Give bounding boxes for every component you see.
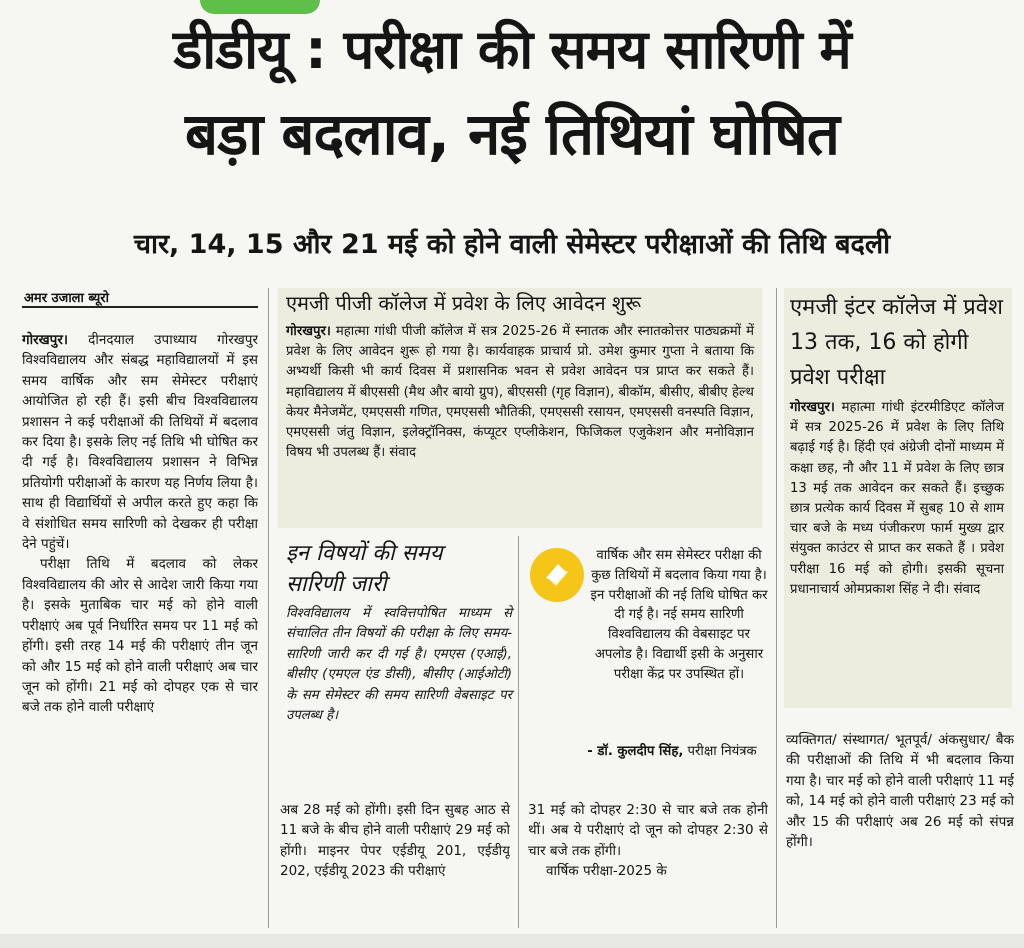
column-divider-2: [518, 536, 519, 928]
amar-ujala-logo-icon: [530, 548, 584, 602]
mgpg-dateline: गोरखपुर।: [286, 324, 331, 339]
column-3-continuation: [528, 800, 768, 928]
mgi-title: एमजी इंटर कॉलेज में प्रवेश 13 तक, 16 को होगी प्रवेश परीक्षा: [790, 295, 1003, 390]
column-2-continuation: अब 28 मई को होंगी। इसी दिन सुबह आठ से 11 बजे के बीच होने वाली परीक्षाएं 29 मई को होंगी। माइनर पेपर एईडीयू 201, एईडीयू 202, एईडीयू 2023 की परीक्षाएं: [280, 802, 510, 880]
mgi-body: [790, 398, 1004, 600]
dateline: गोरखपुर।: [22, 332, 68, 348]
col1-paragraph-1: दीनदयाल उपाध्याय गोरखपुर विश्वविद्यालय और संबद्ध महाविद्यालयों में इस समय वार्षिक और सम सेमेस्टर परीक्षाएं आयोजित हो रही हैं। इसी बीच विश्वविद्यालय प्रशासन ने कई परीक्षाओं की तिथियों में बदलाव कर दिया है। इसके लिए नई तिथि भी घोषित कर दी गई है। विश्वविद्यालय प्रशासन ने विभिन्न प्रतियोगी परीक्षाओं के कारण यह निर्णय लिया है। साथ ही विद्यार्थियों से अपील करते हुए कहा कि वे संशोधित समय सारिणी को देखकर ही परीक्षा देने पहुंचें।: [22, 332, 258, 553]
quote-body: वार्षिक और सम सेमेस्टर परीक्षा की कुछ तिथियों में बदलाव किया गया है। इन परीक्षाओं की नई तिथि घोषित कर दी गई है। नई समय सारिणी विश्वविद्यालय की वेबसाइट पर अपलोड है। विद्यार्थी इसी के अनुसार परीक्षा केंद्र पर उपस्थित हों।: [590, 548, 768, 682]
mgi-dateline: गोरखपुर।: [790, 400, 835, 415]
column-divider-1: [268, 288, 269, 928]
subjects-body: विश्वविद्यालय में स्ववित्तपोषित माध्यम से संचालित तीन विषयों की परीक्षा के लिए समय-सारिणी जारी कर दी गई है। एमएस (एआई), बीसीए (एमएल एंड डीसी), बीसीए (आईओटी) के सम सेमेस्टर की समय सारिणी वेबसाइट पर उपलब्ध है।: [286, 606, 512, 724]
column-1-text: [22, 330, 258, 928]
next-article-strip: [0, 934, 1024, 948]
column-3-next: वार्षिक परीक्षा-2025 के: [546, 863, 667, 880]
headline-line-2: बड़ा बदलाव, नई तिथियां घोषित: [185, 100, 839, 168]
byline-rule: [22, 306, 258, 308]
subjects-title: इन विषयों की समय सारिणी जारी: [286, 541, 443, 597]
mgpg-body: [286, 322, 754, 463]
mgi-box: [784, 288, 1012, 708]
quote-role: परीक्षा नियंत्रक: [683, 744, 757, 759]
quote-attribution: [572, 742, 772, 762]
col1-paragraph-2: परीक्षा तिथि में बदलाव को लेकर विश्वविद्यालय की ओर से आदेश जारी किया गया है। इसके मुताबिक चार मई को होने वाली परीक्षाएं अब पूर्व निर्धारित समय पर 11 मई को होंगी। इसी तरह 14 मई की परीक्षाएं तीन जून को और 15 मई को होने वाली परीक्षाएं अब चार जून को होंगी। 21 मई को दोपहर एक से चार बजे तक होने वाली परीक्षाएं: [22, 556, 258, 716]
mgi-text: महात्मा गांधी इंटरमीडिएट कॉलेज में सत्र 2025-26 में प्रवेश के लिए तिथि बढ़ाई गई है। हिंदी एवं अंग्रेजी दोनों माध्यम में कक्षा छह, नौ और 11 में प्रवेश के लिए छात्र 13 मई तक आवेदन कर सकते हैं। इच्छुक छात्र प्रत्येक कार्य दिवस में सुबह 10 से शाम चार बजे के मध्य पंजीकरण फार्म मुख्य द्वार संयुक्त काउंटर से प्राप्त कर सकते हैं । प्रवेश परीक्षा 16 मई को होगी। इसकी सूचना प्रधानाचार्य ओमप्रकाश सिंह ने दी। संवाद: [790, 400, 1004, 597]
column-4-continuation: व्यक्तिगत/ संस्थागत/ भूतपूर्व/ अंकसुधार/ बैक की परीक्षाओं की तिथि में भी बदलाव किया गया है। चार मई को होने वाली परीक्षाएं 11 मई को, 14 मई को होने वाली परीक्षाएं 23 मई को और 15 की परीक्षाएं अब 26 मई को संपन्न होंगी।: [786, 732, 1014, 851]
mgpg-title: एमजी पीजी कॉलेज में प्रवेश के लिए आवेदन शुरू: [286, 291, 642, 315]
quote-author: - डॉ. कुलदीप सिंह,: [587, 744, 684, 759]
byline: अमर उजाला ब्यूरो: [24, 291, 109, 306]
mgpg-text: महात्मा गांधी पीजी कॉलेज में सत्र 2025-26 में स्नातक और स्नातकोत्तर पाठ्यक्रमों में प्रवेश के लिए आवेदन शुरू हो गया है। कार्यवाहक प्राचार्य प्रो. उमेश कुमार गुप्ता ने बताया कि अभ्यर्थी किसी भी कार्य दिवस में प्रशासनिक भवन से प्रवेश आवेदन पत्र प्राप्त कर सकते हैं। महाविद्यालय में बीएससी (मैथ और बायो ग्रुप), बीएससी (गृह विज्ञान), बीकॉम, बीसीए, बीबीए हेल्थ केयर मैनेजमेंट, एमएससी गणित, एमएससी भौतिकी, एमएससी रसायन, एमएससी वनस्पति विज्ञान, एमएससी जंतु विज्ञान, इलेक्ट्रॉनिक्स, कंप्यूटर एप्लीकेशन, फिजिकल एजुकेशन और मनोविज्ञान विषय भी उपलब्ध हैं। संवाद: [286, 324, 754, 461]
green-tab-decoration: [200, 0, 320, 14]
headline-line-1: डीडीयू : परीक्षा की समय सारिणी में: [173, 18, 851, 81]
subheadline: चार, 14, 15 और 21 मई को होने वाली सेमेस्टर परीक्षाओं की तिथि बदली: [133, 229, 891, 260]
column-divider-3: [776, 288, 777, 928]
mgpg-box: [278, 288, 762, 528]
column-3-text: 31 मई को दोपहर 2:30 से चार बजे तक होनी थीं। अब ये परीक्षाएं दो जून को दोपहर 2:30 से चार बजे तक होंगी।: [528, 802, 768, 859]
